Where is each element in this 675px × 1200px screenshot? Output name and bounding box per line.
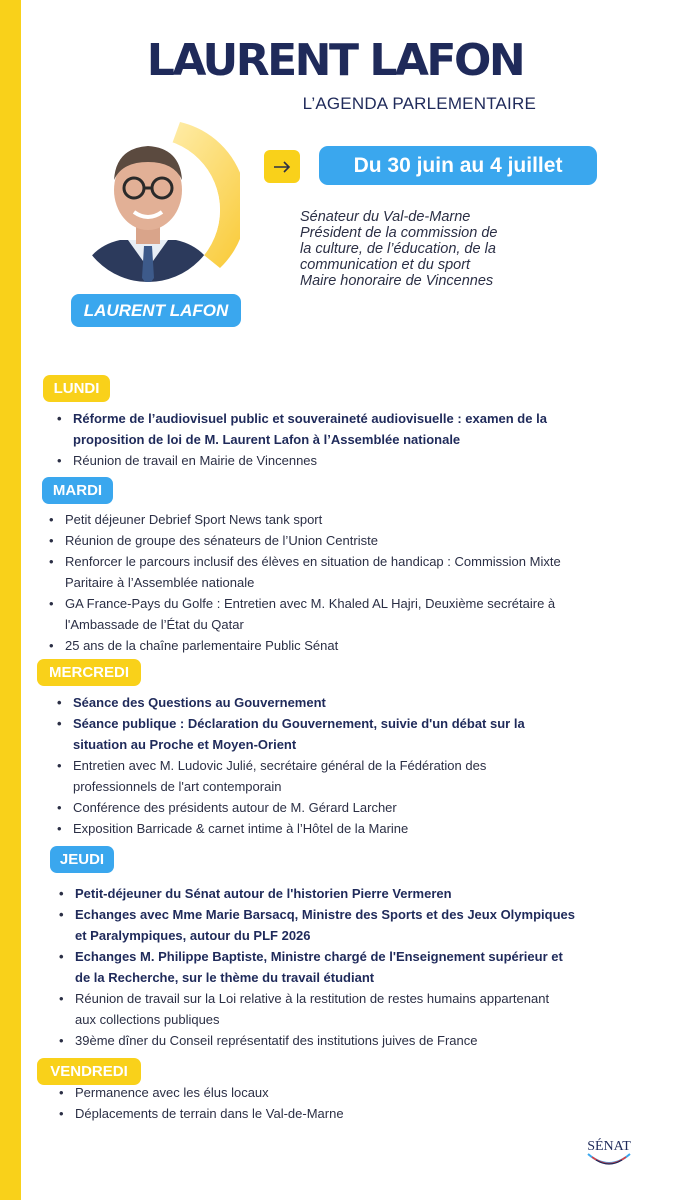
- day-label-lundi: LUNDI: [43, 375, 110, 402]
- list-item: • 25 ans de la chaîne parlementaire Public Sénat: [47, 635, 627, 656]
- list-item: • Déplacements de terrain dans le Val-de-Marne: [57, 1103, 637, 1124]
- agenda-list-lundi: [55, 408, 635, 471]
- list-item: • Conférence des présidents autour de M. Gérard Larcher: [55, 797, 635, 818]
- page-subtitle: L’AGENDA PARLEMENTAIRE: [302, 94, 536, 113]
- list-item: • Réforme de l’audiovisuel public et souveraineté audiovisuelle : examen de la: [55, 408, 635, 429]
- list-item-continued: de la Recherche, sur le thème du travail étudiant: [75, 970, 375, 985]
- day-label-mercredi: MERCREDI: [37, 659, 141, 686]
- date-range-badge: Du 30 juin au 4 juillet: [319, 146, 597, 185]
- role-line: Maire honoraire de Vincennes: [300, 273, 494, 289]
- agenda-list-jeudi: [57, 883, 637, 1051]
- list-item: • Séance des Questions au Gouvernement: [55, 692, 635, 713]
- arrow-badge: [264, 150, 300, 183]
- list-item-continued: Paritaire à l’Assemblée nationale: [65, 575, 255, 590]
- day-label-mardi: MARDI: [42, 477, 113, 504]
- role-line: Sénateur du Val-de-Marne: [300, 209, 471, 225]
- list-item: • Renforcer le parcours inclusif des élèves en situation de handicap : Commission Mixte: [47, 551, 627, 572]
- arrow-right-icon: [273, 161, 291, 173]
- day-label-vendredi: VENDREDI: [37, 1058, 141, 1085]
- list-item-continued: aux collections publiques: [75, 1012, 220, 1027]
- portrait-photo: [70, 118, 240, 288]
- list-item: • Echanges avec Mme Marie Barsacq, Ministre des Sports et des Jeux Olympiques: [57, 904, 637, 925]
- list-item: • Exposition Barricade & carnet intime à l’Hôtel de la Marine: [55, 818, 635, 839]
- page-title: LAURENT LAFON: [146, 35, 524, 86]
- role-line: Président de la commission de: [300, 225, 498, 241]
- list-item-continued: professionnels de l'art contemporain: [73, 779, 282, 794]
- agenda-list-vendredi: [57, 1082, 637, 1124]
- list-item: • Réunion de travail en Mairie de Vincennes: [55, 450, 635, 471]
- list-item: • Petit déjeuner Debrief Sport News tank sport: [47, 509, 627, 530]
- list-item-continued: situation au Proche et Moyen-Orient: [73, 737, 297, 752]
- day-label-jeudi: JEUDI: [50, 846, 114, 873]
- role-description: [300, 209, 540, 289]
- list-item: • GA France-Pays du Golfe : Entretien avec M. Khaled AL Hajri, Deuxième secrétaire à: [47, 593, 627, 614]
- agenda-list-mardi: [47, 509, 627, 656]
- senat-logo-text: SÉNAT: [587, 1139, 631, 1154]
- side-accent-bar: [0, 0, 21, 1200]
- list-item: • Petit-déjeuner du Sénat autour de l'historien Pierre Vermeren: [57, 883, 637, 904]
- list-item-continued: et Paralympiques, autour du PLF 2026: [75, 928, 311, 943]
- role-line: communication et du sport: [300, 257, 471, 273]
- list-item-continued: proposition de loi de M. Laurent Lafon à l’Assemblée nationale: [73, 432, 461, 447]
- role-line: la culture, de l’éducation, de la: [300, 241, 496, 257]
- list-item-continued: l'Ambassade de l’État du Qatar: [65, 617, 244, 632]
- list-item: • Séance publique : Déclaration du Gouvernement, suivie d'un débat sur la: [55, 713, 635, 734]
- senat-logo-icon: [574, 1130, 644, 1178]
- name-badge: LAURENT LAFON: [71, 294, 241, 327]
- list-item: • Permanence avec les élus locaux: [57, 1082, 637, 1103]
- list-item: • 39ème dîner du Conseil représentatif des institutions juives de France: [57, 1030, 637, 1051]
- list-item: • Entretien avec M. Ludovic Julié, secrétaire général de la Fédération des: [55, 755, 635, 776]
- list-item: • Réunion de groupe des sénateurs de l’Union Centriste: [47, 530, 627, 551]
- list-item: • Réunion de travail sur la Loi relative à la restitution de restes humains appartenant: [57, 988, 637, 1009]
- agenda-list-mercredi: [55, 692, 635, 839]
- list-item: • Echanges M. Philippe Baptiste, Ministre chargé de l'Enseignement supérieur et: [57, 946, 637, 967]
